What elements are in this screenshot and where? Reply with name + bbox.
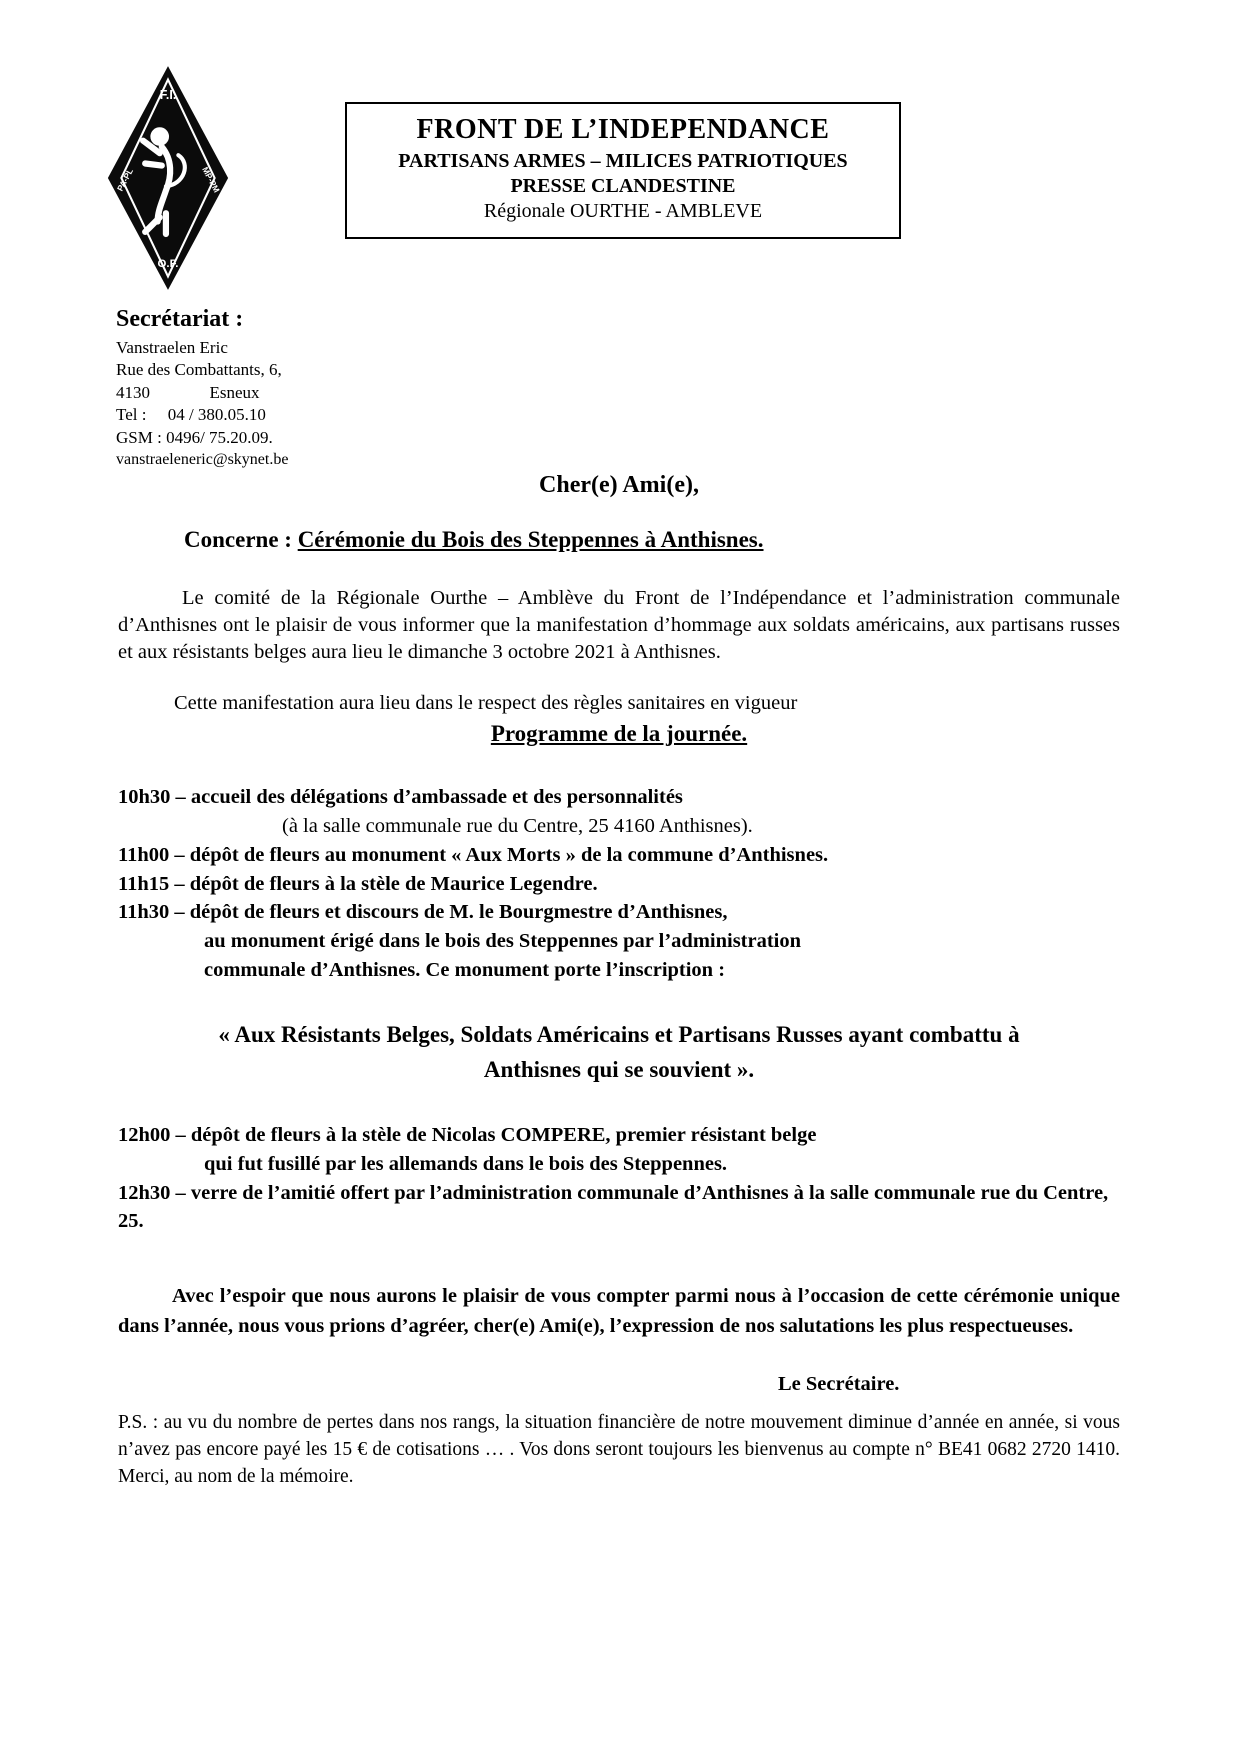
schedule-item-10h30: 10h30 – accueil des délégations d’ambassade et des personnalités [118,786,683,809]
org-subtitle-2: PRESSE CLANDESTINE [510,175,736,197]
subject-line [184,527,1120,553]
programme-title: Programme de la journée. [490,721,748,747]
monument-inscription: « Aux Résistants Belges, Soldats Américains et Partisans Russes ayant combattu à Anthisnes qui se souvient ». [218,1022,1020,1082]
org-subtitle-1: PARTISANS ARMES – MILICES PATRIOTIQUES [398,150,848,172]
svg-text:O.F.: O.F. [157,258,179,271]
secretariat-name: Vanstraelen Eric [116,338,228,357]
secretariat-city: 4130 Esneux [116,382,260,402]
svg-text:PA-PL: PA-PL [114,166,136,193]
subject-text: Cérémonie du Bois des Steppennes à Anthisnes. [297,527,764,553]
letterhead-box [345,102,901,239]
org-region: Régionale OURTHE - AMBLEVE [483,200,763,222]
schedule-item-12h00: 12h00 – dépôt de fleurs à la stèle de Nicolas COMPERE, premier résistant belge [118,1124,817,1147]
schedule-item-11h15: 11h15 – dépôt de fleurs à la stèle de Maurice Legendre. [118,872,598,895]
secretariat-block [116,306,1240,470]
letterhead [0,0,1240,300]
schedule-item-12h00-cont: qui fut fusillé par les allemands dans le bois des Steppennes. [204,1152,728,1175]
salutation: Cher(e) Ami(e), [539,472,699,499]
org-title: FRONT DE L’INDEPENDANCE [416,114,830,145]
postscript: P.S. : au vu du nombre de pertes dans nos rangs, la situation financière de notre mouvement diminue d’année en année, si vous n’avez pas encore payé les 15 € de cotisations … . Vos dons seront toujours les bienvenus au compte n° BE41 0682 2720 1410. Merci, au nom de la mémoire. [118,1412,1120,1488]
secretariat-heading: Secrétariat : [116,306,244,332]
sanitary-note: Cette manifestation aura lieu dans le respect des règles sanitaires en vigueur [174,692,798,715]
programme-schedule [118,783,1120,984]
letter-body [0,472,1240,1491]
fi-lion-logo [104,64,232,292]
schedule-item-11h30-cont-1: au monument érigé dans le bois des Steppennes par l’administration [204,929,802,952]
schedule-item-11h00: 11h00 – dépôt de fleurs au monument « Aux Morts » de la commune d’Anthisnes. [118,843,829,866]
secretariat-street: Rue des Combattants, 6, [116,360,282,380]
schedule-item-11h30: 11h30 – dépôt de fleurs et discours de M. le Bourgmestre d’Anthisnes, [118,901,728,924]
subject-label: Concerne : [184,527,298,553]
programme-schedule-2 [118,1121,1120,1236]
svg-text:MP-PM: MP-PM [200,165,222,195]
signature: Le Secrétaire. [778,1373,900,1396]
closing-paragraph: Avec l’espoir que nous aurons le plaisir de vous compter parmi nous à l’occasion de cette cérémonie unique dans l’année, nous vous prions d’agréer, cher(e) Ami(e), l’expression de nos salutations les plus respectueuses. [118,1285,1120,1337]
lion-diamond-icon [104,64,232,292]
schedule-item-11h30-cont-2: communale d’Anthisnes. Ce monument porte l’inscription : [204,958,726,981]
schedule-item-10h30-detail: (à la salle communale rue du Centre, 25 4160 Anthisnes). [282,815,753,838]
secretariat-email: vanstraeleneric@skynet.be [116,451,289,469]
svg-text:F.I.: F.I. [159,88,177,103]
secretariat-tel: Tel : 04 / 380.05.10 [116,405,266,425]
secretariat-gsm: GSM : 0496/ 75.20.09. [116,427,273,447]
intro-paragraph: Le comité de la Régionale Ourthe – Amblève du Front de l’Indépendance et l’administration communale d’Anthisnes ont le plaisir de vous informer que la manifestation d’hommage aux soldats américains, aux partisans russes et aux résistants belges aura lieu le dimanche 3 octobre 2021 à Anthisnes. [118,587,1120,664]
schedule-item-12h30: 12h30 – verre de l’amitié offert par l’administration communale d’Anthisnes à la salle communale rue du Centre, 25. [118,1181,1109,1233]
